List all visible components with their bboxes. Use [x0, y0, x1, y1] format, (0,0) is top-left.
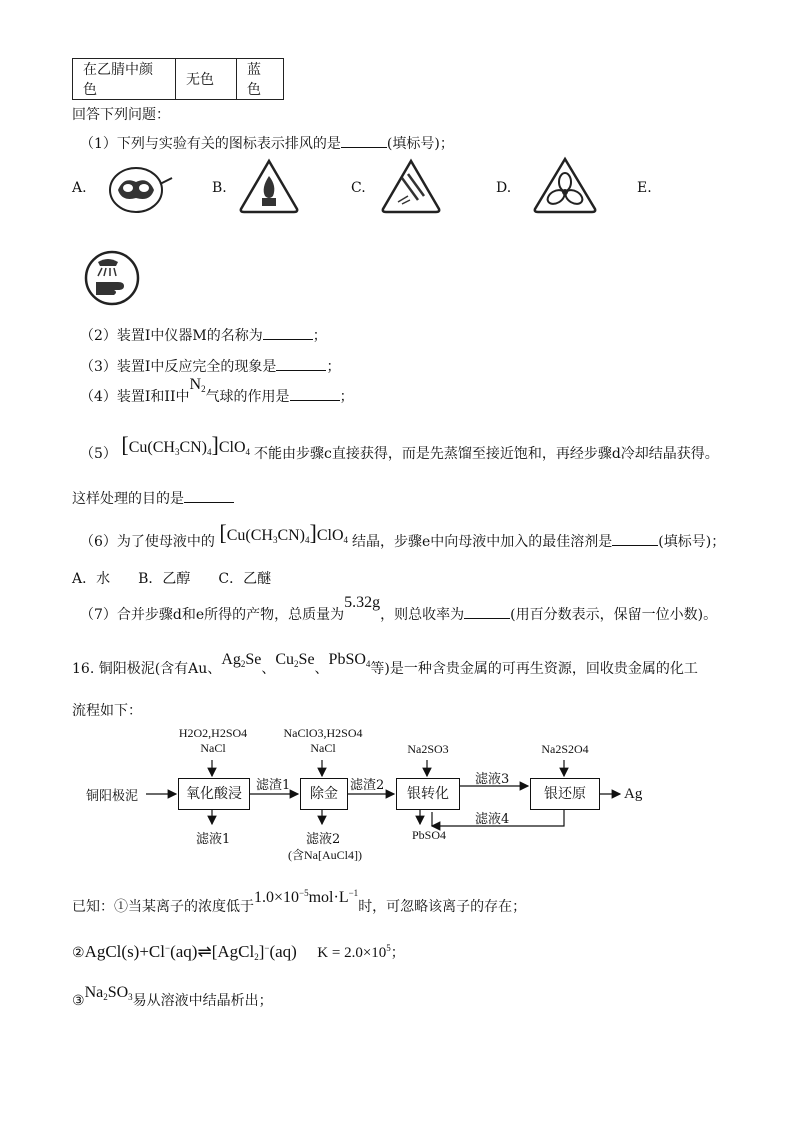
complex-formula: $[Cu(CH_3CN)_4]ClO_4$ — [121, 432, 250, 457]
q2-text-b: ； — [312, 328, 327, 344]
q16-text-a: 铜阳极泥(含有Au、 — [98, 661, 222, 677]
q16-text-b: 等)是一种含贵金属的可再生资源，回收贵金属的化工 — [370, 661, 698, 677]
formula-part: Cu(CH — [128, 439, 175, 456]
equilibrium-constant — [317, 945, 391, 961]
q1-text-b: (填标号)； — [386, 136, 454, 152]
known-1 — [72, 888, 527, 916]
formula-superscript: 5 — [386, 943, 391, 953]
arrow-label-residue-2: 滤渣2 — [350, 778, 385, 793]
formula-subscript: 3 — [128, 992, 133, 1002]
q16-line2: 流程如下： — [72, 703, 142, 719]
mass-value: 5.32g — [344, 594, 381, 611]
formula-part: (aq)⇌[AgCl — [170, 942, 255, 961]
formula-superscript: − — [264, 943, 270, 953]
flow-box-silver-conversion: 银转化 — [396, 778, 460, 810]
separator: 、 — [261, 661, 276, 677]
arrow-label-filtrate-4: 滤液4 — [475, 812, 510, 827]
q16-number: 16. — [72, 661, 95, 677]
option-b-label: B. — [212, 180, 227, 196]
option-c-label: C. — [351, 180, 366, 196]
reagent-2-line-2: NaCl — [310, 741, 336, 755]
flow-box-gold-removal: 除金 — [300, 778, 348, 810]
intro-text: 回答下列问题： — [72, 107, 170, 123]
option-a-label: A. — [72, 180, 87, 196]
q3-text: （3）装置I中反应完全的现象是 — [80, 359, 277, 375]
output-pbso4: PbSO4 — [411, 828, 446, 842]
formula-subscript: 4 — [343, 535, 348, 545]
q6-prefix: （6）为了使母液中的 — [80, 534, 215, 550]
formula-superscript: − — [165, 943, 171, 953]
q5-text: 不能由步骤c直接获得，而是先蒸馏至接近饱和，再经步骤d冷却结晶获得。 — [254, 446, 719, 462]
formula-part: ClO — [218, 439, 246, 456]
formula-part: K = 2.0×10 — [317, 945, 387, 961]
formula-part: CN) — [179, 439, 207, 456]
formula-subscript: 3 — [174, 447, 180, 457]
formula-part: PbSO — [328, 651, 366, 668]
formula-part: Cu(CH — [226, 527, 273, 544]
known-1-text-b: 时，可忽略该离子的存在； — [358, 899, 527, 915]
known-2 — [72, 942, 405, 962]
formula-part: SO — [107, 984, 129, 1001]
formula-part: (aq) — [269, 942, 297, 961]
formula-part: Cu — [275, 651, 295, 668]
q7-text: （7）合并步骤d和e所得的产物，总质量为 — [80, 607, 345, 623]
q1-text: （1）下列与实验有关的图标表示排风的是 — [80, 136, 341, 152]
option-d-label: D. — [496, 180, 512, 196]
q4-text-b: 气球的作用是 — [205, 389, 290, 405]
formula-part: 1.0×10 — [254, 889, 300, 906]
q2-text: （2）装置I中仪器M的名称为 — [80, 328, 263, 344]
equilibrium-equation — [85, 942, 297, 961]
flow-box-silver-reduction: 银还原 — [530, 778, 600, 810]
known-2-end: ； — [390, 945, 405, 961]
formula-subscript: 4 — [207, 447, 212, 457]
concentration-formula — [254, 889, 358, 906]
option-e-label: E. — [637, 180, 652, 196]
formula-part: CN) — [277, 527, 305, 544]
table-row-label: 在乙腈中颜色 — [73, 59, 176, 100]
q4-text: （4）装置I和II中 — [80, 389, 190, 405]
q7-text-b: ，则总收率为 — [380, 607, 465, 623]
table-cell-colorless: 无色 — [176, 59, 237, 100]
formula-superscript: −1 — [348, 888, 359, 898]
reagent-2 — [282, 726, 364, 756]
formula-part: Na — [84, 984, 104, 1001]
formula-subscript: 2 — [254, 952, 259, 962]
known-3-number: ③ — [72, 993, 85, 1009]
q4-text-c: ； — [339, 389, 354, 405]
formula-subscript: 2 — [240, 659, 246, 669]
formula-subscript: 3 — [272, 535, 278, 545]
q5-line2-text: 这样处理的目的是 — [72, 491, 184, 507]
na2so3-formula — [85, 984, 133, 1001]
n2-symbol: N — [189, 376, 202, 393]
reagent-1 — [178, 726, 248, 756]
reagent-4: Na2S2O4 — [541, 742, 589, 756]
formula-subscript: 4 — [365, 659, 371, 669]
formula-part: ] — [258, 942, 265, 961]
output-filtrate-2-note: (含Na[AuCl4]) — [288, 848, 362, 862]
q6-text-b: (填标号)； — [658, 534, 726, 550]
table-cell-blue: 蓝色 — [237, 59, 284, 100]
reagent-3: Na2SO3 — [407, 742, 449, 756]
flow-box-oxidative-leach: 氧化酸浸 — [178, 778, 250, 810]
separator: 、 — [314, 661, 329, 677]
formula-superscript: −5 — [299, 888, 309, 898]
flow-end-ag: Ag — [624, 786, 643, 802]
formula-subscript: 4 — [245, 447, 250, 457]
formula-part: Se — [245, 651, 262, 668]
formula-part: ClO — [316, 527, 344, 544]
reagent-1-line-1: H2O2,H2SO4 — [178, 726, 248, 740]
flow-start: 铜阳极泥 — [86, 789, 139, 804]
output-filtrate-1: 滤液1 — [196, 832, 231, 847]
q6-text: 结晶，步骤e中向母液中加入的最佳溶剂是 — [352, 534, 613, 550]
known-3-text: 易从溶液中结晶析出； — [132, 993, 273, 1009]
q6-options: A．水 B．乙醇 C．乙醚 — [72, 571, 272, 587]
known-1-text: 已知：①当某离子的浓度低于 — [72, 899, 254, 915]
reagent-1-line-2: NaCl — [200, 741, 226, 755]
formula-subscript: 2 — [103, 992, 108, 1002]
output-filtrate-2: 滤液2 — [306, 832, 341, 847]
formula-part: Ag — [221, 651, 241, 668]
known-3 — [72, 984, 273, 1010]
q5-prefix: （5） — [80, 446, 117, 462]
n2-subscript: 2 — [201, 384, 206, 394]
formula-subscript: 2 — [294, 659, 299, 669]
q7-text-c: (用百分数表示，保留一位小数)。 — [510, 607, 718, 623]
formula-part: AgCl(s)+Cl — [84, 942, 165, 961]
q3-text-b: ； — [326, 359, 341, 375]
known-2-number: ② — [72, 945, 85, 961]
formula-part: mol·L — [308, 889, 349, 906]
arrow-label-residue-1: 滤渣1 — [256, 778, 291, 793]
formula-subscript: 4 — [305, 535, 310, 545]
complex-formula: $[Cu(CH_3CN)_4]ClO_4$ — [219, 520, 348, 545]
reagent-2-line-1: NaClO3,H2SO4 — [283, 726, 363, 740]
formula-part: Se — [298, 651, 315, 668]
arrow-label-filtrate-3: 滤液3 — [475, 772, 510, 787]
